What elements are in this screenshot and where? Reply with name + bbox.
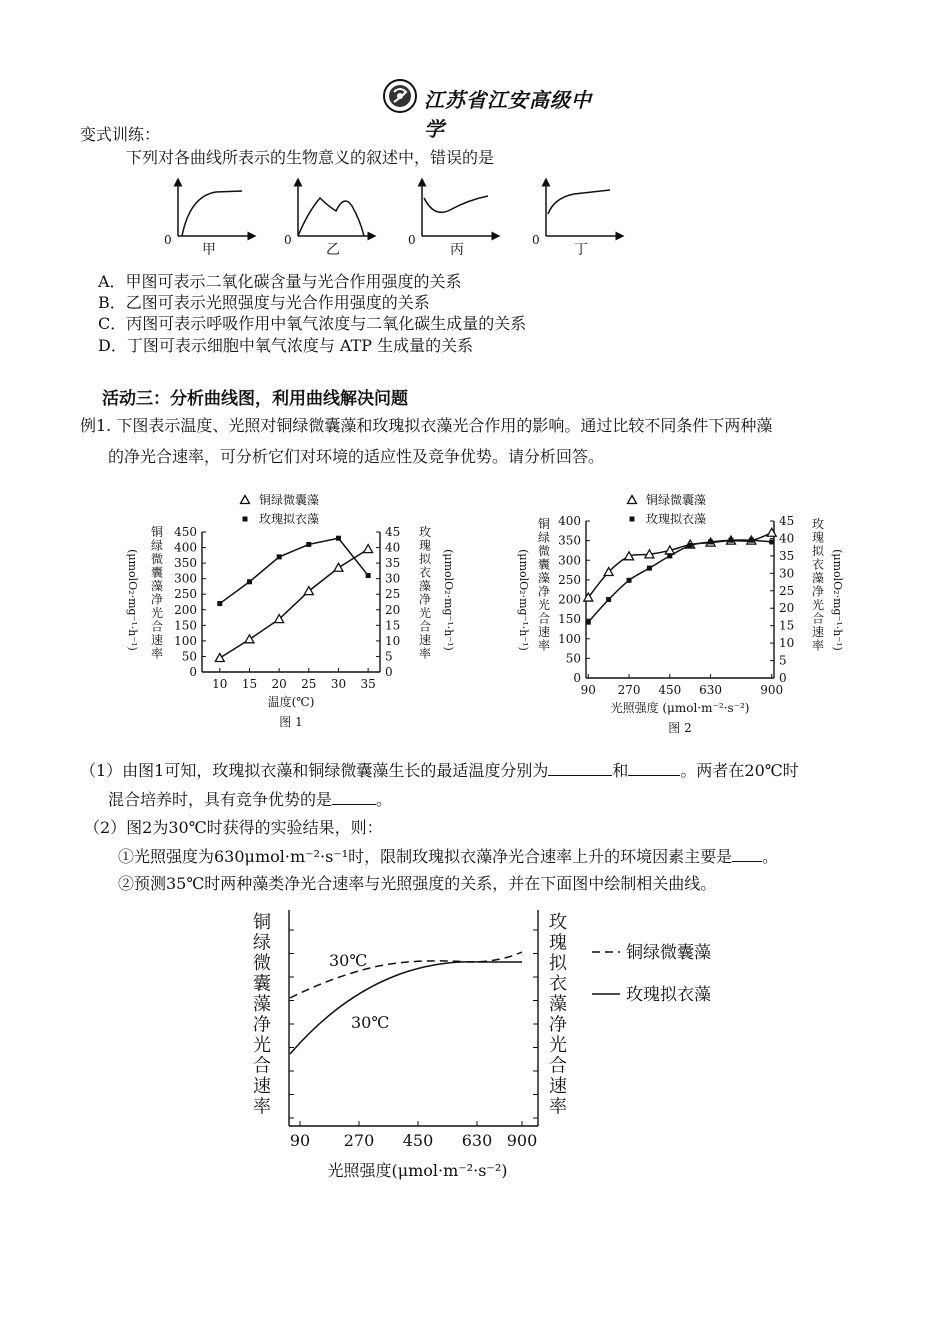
variant-question: 下列对各曲线所表示的生物意义的叙述中，错误的是 [126, 148, 495, 167]
y-tick-label-left: 300 [174, 571, 197, 586]
figure-caption: 图 1 [279, 715, 303, 729]
legend-label: 玫瑰拟衣藻 [626, 985, 711, 1005]
x-tick-label: 630 [461, 1131, 493, 1150]
x-tick-label: 30 [330, 677, 347, 691]
y-axis-title-left: 速 [150, 633, 164, 647]
y-axis-title-right: 光 [549, 1035, 567, 1056]
series-line-triangle [588, 533, 771, 598]
y-tick-label-right: 0 [385, 665, 393, 679]
curve-jia [178, 182, 252, 236]
y-axis-title-left: 净 [253, 1014, 271, 1036]
y-tick-label-right: 30 [779, 566, 795, 581]
legend-label: 玫瑰拟衣藻 [259, 512, 320, 526]
q1-text-b: 。两者在20℃时 [680, 761, 799, 780]
question-2: （2）图2为30℃时获得的实验结果，则： [84, 818, 383, 837]
x-tick-label: 90 [289, 1131, 311, 1150]
x-tick-label: 15 [241, 677, 258, 691]
y-tick-label-right: 20 [385, 602, 401, 617]
y-axis-title-right: 拟 [811, 544, 825, 558]
legend-marker-square [243, 517, 248, 522]
q1-line2-text: 混合培养时，具有竞争优势的是 [108, 790, 333, 809]
y-axis-title-right: 率 [418, 646, 432, 661]
y-tick-label-left: 50 [181, 649, 197, 664]
data-point-square [247, 579, 252, 584]
variant-title: 变式训练： [80, 125, 161, 144]
data-point-square [749, 538, 754, 543]
y-axis-title-left: 绿 [150, 538, 164, 553]
question-2-2: ②预测35℃时两种藻类净光合速率与光照强度的关系，并在下面图中绘制相关曲线。 [118, 874, 717, 893]
x-tick-label: 35 [360, 677, 376, 691]
figure-1-chart [115, 488, 455, 736]
y-tick-label-left: 400 [174, 540, 197, 555]
y-axis-unit-right: (μmolO₂·mg⁻¹·h⁻¹) [442, 549, 455, 651]
y-axis-title-left: 率 [537, 638, 551, 653]
origin-label: 0 [284, 233, 292, 247]
y-axis-title-right: 合 [811, 611, 825, 626]
y-axis-title-left: 绿 [537, 530, 551, 545]
series-line-square [220, 538, 368, 603]
x-tick-label: 90 [580, 683, 596, 697]
x-tick-label: 450 [658, 683, 682, 697]
q1-and: 和 [612, 761, 629, 780]
option-b: B．乙图可表示光照强度与光合作用强度的关系 [98, 293, 430, 312]
y-axis-title-left: 铜 [253, 912, 271, 933]
option-a: A．甲图可表示二氧化碳含量与光合作用强度的关系 [98, 272, 462, 291]
y-axis-title-right: 藻 [418, 579, 432, 593]
series-line-dashed [290, 952, 522, 998]
y-axis-title-left: 藻 [253, 994, 271, 1015]
y-tick-label-left: 50 [565, 651, 581, 666]
data-point-square [306, 542, 311, 547]
y-tick-label-right: 10 [779, 636, 795, 651]
answer-blank-4[interactable] [732, 845, 762, 862]
y-axis-unit-left: (μmolO₂·mg⁻¹·h⁻¹) [517, 549, 530, 651]
y-axis-title-right: 合 [549, 1055, 567, 1077]
y-tick-label-left: 350 [558, 533, 581, 548]
x-tick-label: 270 [617, 683, 641, 697]
y-axis-title-right: 玫 [418, 525, 432, 539]
y-tick-label-right: 30 [385, 571, 401, 586]
question-1-line2 [108, 788, 392, 811]
y-tick-label-left: 450 [174, 525, 197, 539]
y-tick-label-right: 0 [779, 671, 787, 685]
y-tick-label-right: 35 [385, 556, 401, 571]
data-point-triangle [364, 545, 373, 553]
y-axis-title-left: 速 [537, 625, 551, 639]
y-tick-label-left: 250 [558, 572, 581, 587]
option-c: C．丙图可表示呼吸作用中氧气浓度与二氧化碳生成量的关系 [98, 314, 527, 333]
data-point-triangle [334, 563, 343, 571]
q2-1-end: 。 [762, 847, 779, 866]
data-point-square [366, 573, 371, 578]
y-axis-title-right: 速 [418, 633, 432, 647]
y-tick-label-right: 45 [385, 525, 401, 539]
y-axis-title-right: 玫 [549, 912, 567, 933]
y-tick-label-right: 5 [779, 653, 787, 668]
curve-label-ding: 丁 [574, 242, 588, 258]
y-axis-title-left: 光 [253, 1035, 271, 1056]
y-tick-label-left: 150 [174, 618, 197, 633]
y-tick-label-right: 25 [385, 587, 401, 602]
curve-label-yi: 乙 [326, 242, 340, 258]
y-axis-title-right: 瑰 [418, 538, 432, 553]
y-tick-label-right: 10 [385, 633, 401, 648]
series-line-triangle [220, 549, 368, 658]
origin-label: 0 [532, 233, 540, 247]
series-line-square [588, 540, 771, 622]
q2-1-text: ①光照强度为630μmol·m⁻²·s⁻¹时，限制玫瑰拟衣藻净光合速率上升的环境因素主要是 [118, 847, 733, 866]
question-1-line1 [80, 759, 799, 782]
legend-label: 铜绿微囊藻 [626, 943, 711, 963]
y-axis-title-left: 合 [253, 1055, 271, 1077]
data-point-square [606, 597, 611, 602]
data-point-square [647, 566, 652, 571]
y-tick-label-right: 20 [779, 601, 795, 616]
activity-heading: 活动三：分析曲线图，利用曲线解决问题 [102, 389, 408, 409]
data-point-triangle [215, 654, 224, 662]
q1-end: 。 [376, 790, 393, 809]
y-tick-label-left: 250 [174, 587, 197, 602]
y-tick-label-right: 35 [779, 548, 795, 563]
y-tick-label-left: 100 [174, 633, 197, 648]
y-tick-label-left: 0 [189, 665, 197, 679]
x-tick-label: 25 [301, 677, 317, 691]
data-point-square [769, 539, 774, 544]
origin-label: 0 [408, 233, 416, 247]
x-tick-label: 20 [271, 677, 287, 691]
legend-marker-square [630, 517, 635, 522]
x-tick-label: 270 [343, 1131, 375, 1150]
y-axis-title-right: 率 [811, 638, 825, 653]
y-axis-title-right: 玫 [811, 517, 825, 531]
x-tick-label: 900 [760, 683, 784, 697]
legend-label: 铜绿微囊藻 [259, 493, 320, 507]
y-axis-title-left: 速 [253, 1076, 271, 1097]
data-point-triangle [245, 635, 254, 643]
legend-marker-triangle [241, 496, 250, 504]
y-axis-title-left: 净 [537, 584, 551, 599]
y-axis-title-right: 衣 [418, 565, 432, 580]
small-curves [150, 176, 670, 260]
y-axis-title-left: 囊 [150, 565, 164, 580]
y-axis-title-left: 绿 [253, 932, 271, 954]
data-point-square [667, 553, 672, 558]
x-axis-title: 光照强度(μmol·m⁻²·s⁻²) [327, 1161, 508, 1180]
y-tick-label-right: 40 [779, 531, 795, 546]
y-axis-title-right: 藻 [549, 994, 567, 1015]
answer-blank-2[interactable] [628, 759, 680, 776]
school-emblem-icon [382, 78, 418, 114]
curve-label-30c: 30℃ [351, 1013, 390, 1032]
y-axis-title-right: 衣 [549, 973, 567, 995]
y-axis-unit-left: (μmolO₂·mg⁻¹·h⁻¹) [126, 549, 139, 651]
y-tick-label-left: 200 [174, 602, 197, 617]
figure-3-chart[interactable] [240, 900, 740, 1190]
x-axis-title: 温度(℃) [267, 695, 315, 709]
y-axis-title-left: 光 [537, 598, 551, 612]
school-name: 江苏省江安高级中学 [424, 88, 592, 141]
y-axis-title-left: 囊 [537, 557, 551, 572]
y-axis-title-left: 率 [150, 646, 164, 661]
y-axis-title-left: 光 [150, 606, 164, 620]
y-tick-label-left: 350 [174, 556, 197, 571]
y-axis-title-right: 瑰 [549, 932, 567, 954]
y-axis-title-right: 净 [811, 584, 825, 599]
option-d: D．丁图可表示细胞中氧气浓度与 ATP 生成量的关系 [98, 336, 474, 355]
y-axis-title-left: 净 [150, 592, 164, 607]
y-tick-label-left: 200 [558, 592, 581, 607]
y-tick-label-right: 15 [779, 618, 795, 633]
x-tick-label: 900 [506, 1131, 538, 1150]
y-axis-title-left: 合 [537, 611, 551, 626]
y-axis-title-right: 藻 [811, 571, 825, 585]
school-logo [382, 78, 592, 141]
data-point-square [728, 538, 733, 543]
legend-marker-triangle [628, 496, 637, 504]
y-axis-title-right: 净 [418, 592, 432, 607]
y-tick-label-right: 5 [385, 649, 393, 664]
data-point-square [277, 554, 282, 559]
figure-2-chart [508, 488, 844, 736]
data-point-triangle [767, 528, 776, 536]
y-tick-label-left: 0 [573, 671, 581, 685]
legend-label: 玫瑰拟衣藻 [646, 512, 707, 526]
data-point-square [708, 539, 713, 544]
y-axis-title-right: 光 [418, 606, 432, 620]
data-point-square [688, 543, 693, 548]
y-axis-title-right: 瑰 [811, 530, 825, 545]
curve-label-30c: 30℃ [329, 951, 368, 970]
curve-bing [422, 182, 496, 236]
y-tick-label-right: 45 [779, 514, 795, 528]
y-axis-title-left: 藻 [150, 579, 164, 593]
y-tick-label-left: 150 [558, 612, 581, 627]
origin-label: 0 [164, 233, 172, 247]
curve-ding [546, 182, 620, 236]
y-tick-label-right: 40 [385, 540, 401, 555]
y-axis-title-right: 速 [811, 625, 825, 639]
y-axis-title-left: 囊 [253, 973, 271, 995]
y-axis-title-left: 合 [150, 619, 164, 634]
question-2-1 [118, 845, 778, 868]
data-point-square [336, 536, 341, 541]
y-axis-title-right: 拟 [549, 953, 567, 974]
data-point-square [586, 620, 591, 625]
y-axis-title-right: 率 [549, 1096, 567, 1118]
x-axis-title: 光照强度 (μmol·m⁻²·s⁻²) [610, 701, 750, 715]
answer-blank-3[interactable] [332, 788, 376, 805]
y-tick-label-left: 100 [558, 631, 581, 646]
y-axis-title-left: 微 [253, 953, 271, 974]
y-tick-label-left: 400 [558, 514, 581, 528]
y-tick-label-right: 15 [385, 618, 401, 633]
y-axis-title-left: 铜 [537, 517, 551, 531]
y-axis-title-left: 微 [150, 552, 164, 566]
y-tick-label-right: 25 [779, 583, 795, 598]
x-tick-label: 630 [699, 683, 723, 697]
y-tick-label-left: 300 [558, 553, 581, 568]
y-axis-unit-right: (μmolO₂·mg⁻¹·h⁻¹) [831, 549, 844, 651]
legend-label: 铜绿微囊藻 [646, 493, 707, 507]
answer-blank-1[interactable] [548, 759, 612, 776]
curve-label-jia: 甲 [202, 242, 216, 258]
x-tick-label: 450 [402, 1131, 434, 1150]
example-line2: 的净光合速率，可分析它们对环境的适应性及竞争优势。请分析回答。 [108, 447, 605, 466]
figure-caption: 图 2 [668, 721, 692, 735]
curve-yi [298, 182, 372, 236]
curve-label-bing: 丙 [450, 242, 464, 258]
example-line1: 例1. 下图表示温度、光照对铜绿微囊藻和玫瑰拟衣藻光合作用的影响。通过比较不同条件下两种藻 [80, 416, 773, 435]
y-axis-title-right: 速 [549, 1076, 567, 1097]
y-axis-title-left: 率 [253, 1096, 271, 1118]
data-point-square [217, 601, 222, 606]
y-axis-title-left: 微 [537, 544, 551, 558]
y-axis-title-right: 光 [811, 598, 825, 612]
y-axis-title-right: 合 [418, 619, 432, 634]
data-point-square [627, 578, 632, 583]
y-axis-title-right: 拟 [418, 552, 432, 566]
series-line-solid [290, 962, 522, 1054]
y-axis-title-left: 藻 [537, 571, 551, 585]
q1-text-a: （1）由图1可知，玫瑰拟衣藻和铜绿微囊藻生长的最适温度分别为 [80, 761, 549, 780]
x-tick-label: 10 [212, 677, 228, 691]
y-axis-title-right: 净 [549, 1014, 567, 1036]
y-axis-title-right: 衣 [811, 557, 825, 572]
y-axis-title-left: 铜 [150, 525, 164, 539]
